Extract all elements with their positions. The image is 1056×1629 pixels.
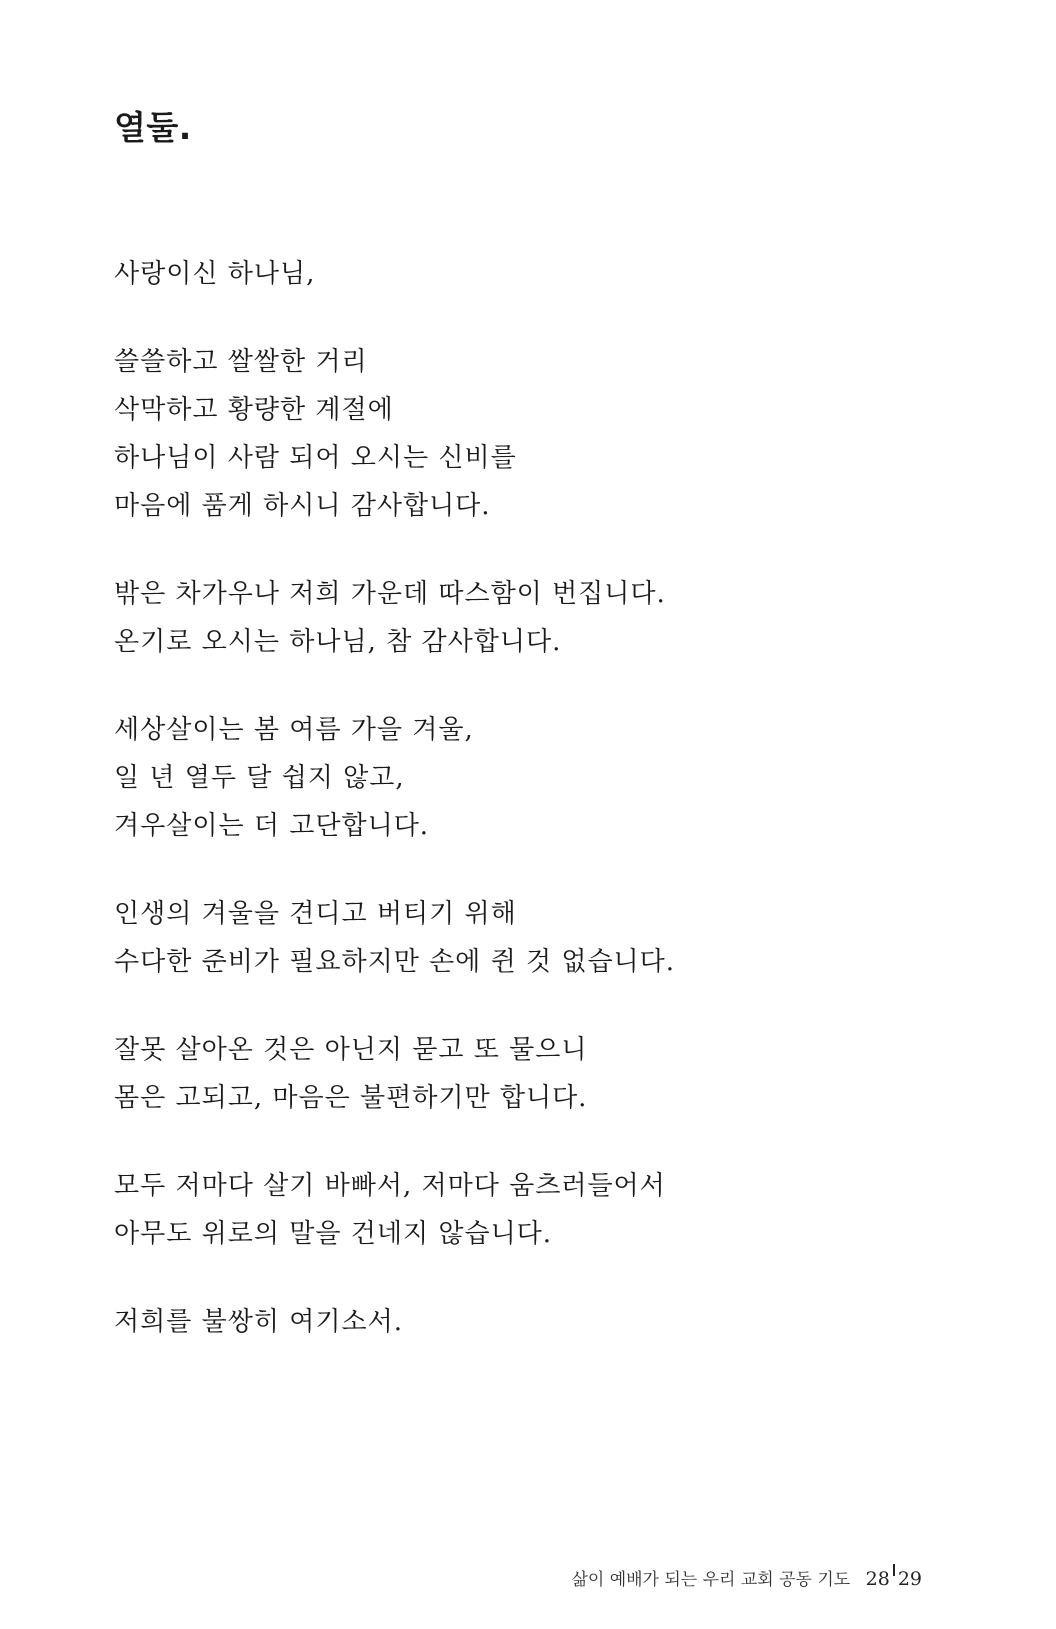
prayer-line: 아무도 위로의 말을 건네지 않습니다. <box>114 1219 553 1249</box>
stanza <box>114 890 974 986</box>
prayer-line: 몸은 고되고, 마음은 불편하기만 합니다. <box>114 1083 588 1113</box>
prayer-line: 겨우살이는 더 고단합니다. <box>114 811 430 841</box>
page-number-separator <box>893 1564 895 1576</box>
prayer-body <box>114 250 974 1386</box>
prayer-line: 온기로 오시는 하나님, 참 감사합니다. <box>114 627 562 657</box>
prayer-line: 밖은 차가우나 저희 가운데 따스함이 번집니다. <box>114 579 666 609</box>
stanza <box>114 570 974 666</box>
page-number <box>866 1568 922 1590</box>
prayer-line: 삭막하고 황량한 계절에 <box>114 395 394 425</box>
stanza <box>114 706 974 850</box>
stanza <box>114 1026 974 1122</box>
prayer-line: 세상살이는 봄 여름 가을 겨울, <box>114 715 474 745</box>
page-footer <box>571 1564 922 1592</box>
prayer-line: 수다한 준비가 필요하지만 손에 쥔 것 없습니다. <box>114 947 676 977</box>
prayer-line: 쓸쓸하고 쌀쌀한 거리 <box>114 347 368 377</box>
prayer-line: 일 년 열두 달 쉽지 않고, <box>114 763 405 793</box>
prayer-line: 잘못 살아온 것은 아닌지 묻고 또 물으니 <box>114 1035 588 1065</box>
prayer-line: 인생의 겨울을 견디고 버티기 위해 <box>114 899 517 929</box>
page-title: 열둘. <box>114 108 192 147</box>
prayer-line: 마음에 품게 하시니 감사합니다. <box>114 491 491 521</box>
stanza <box>114 1162 974 1258</box>
running-book-title: 삶이 예배가 되는 우리 교회 공동 기도 <box>571 1570 851 1590</box>
prayer-line: 모두 저마다 살기 바빠서, 저마다 움츠러들어서 <box>114 1171 666 1201</box>
page-number-right: 29 <box>897 1568 922 1590</box>
page-number-left: 28 <box>865 1568 890 1590</box>
stanza <box>114 1298 974 1346</box>
stanza <box>114 250 974 298</box>
prayer-line: 저희를 불쌍히 여기소서. <box>114 1307 403 1337</box>
stanza <box>114 338 974 530</box>
prayer-line: 하나님이 사람 되어 오시는 신비를 <box>114 443 517 473</box>
prayer-line: 사랑이신 하나님, <box>114 259 316 289</box>
